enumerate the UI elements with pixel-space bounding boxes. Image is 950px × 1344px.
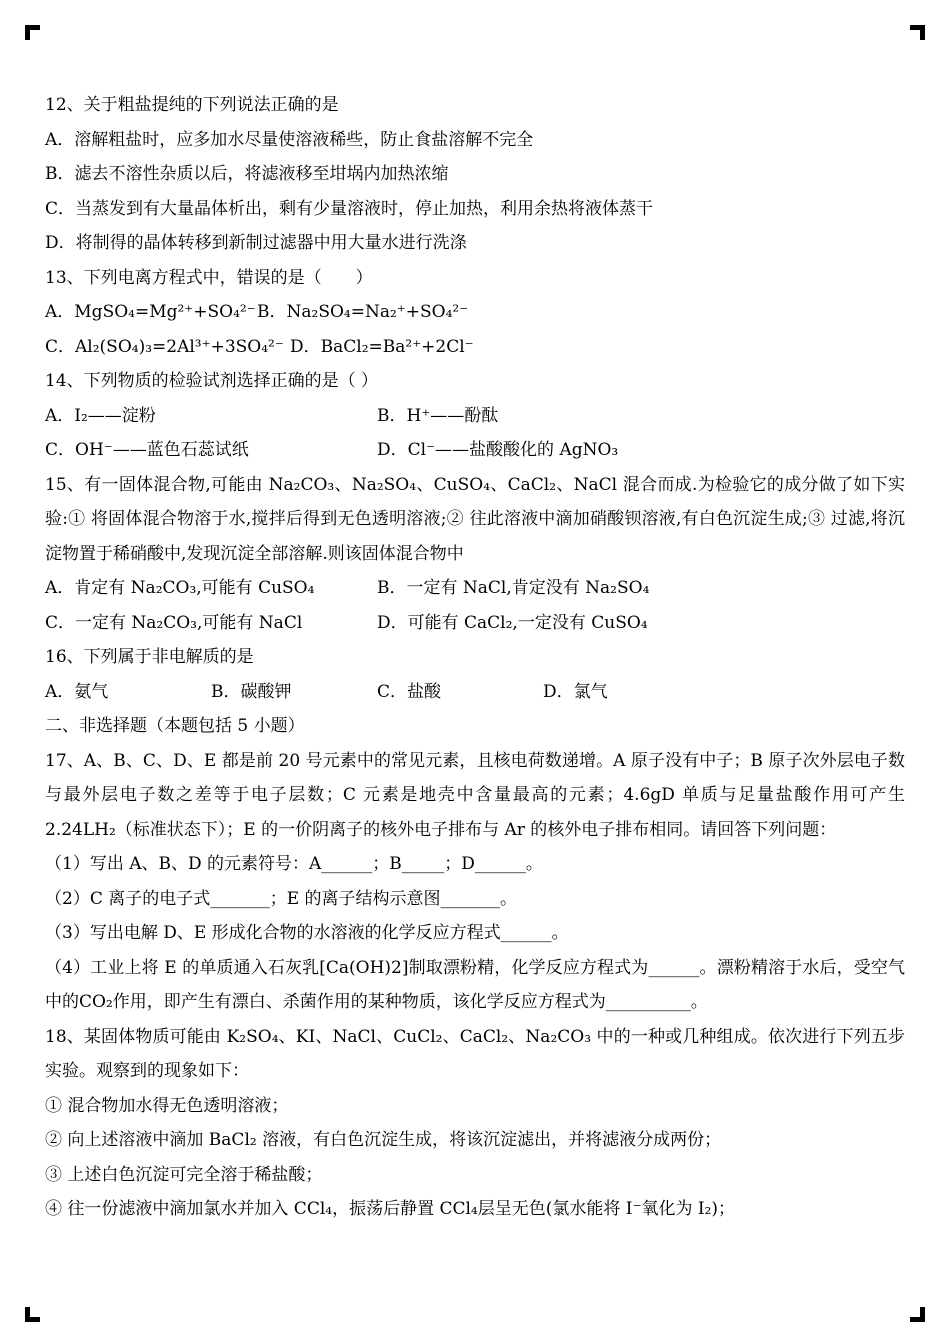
question-14-option-a: A．I₂——淀粉 [45, 405, 156, 426]
crop-mark-bottom-left-icon [25, 1307, 40, 1322]
question-14-stem: 14、下列物质的检验试剂选择正确的是（ ） [45, 371, 379, 391]
question-17-stem: 17、A、B、C、D、E 都是前 20 号元素中的常见元素，且核电荷数递增。A 原子没有中子；B 原子次外层电子数与最外层电子数之差等于电子层数；C 元素是地壳中含量最高的元素；4.6gD 单质与足量盐酸作用可产生 2.24LH₂（标准状态下）；E 的一价阴离子的核外电子排布与 Ar 的核外电子排布相同。请回答下列问题： [45, 750, 911, 840]
question-13-options-row-2 [45, 330, 905, 365]
question-17-sub-4: （4）工业上将 E 的单质通入石灰乳[Ca(OH)2]制取漂粉精，化学反应方程式为______。漂粉精溶于水后，受空气中的CO₂作用，即产生有漂白、杀菌作用的某种物质，该化学反应方程式为__________。 [45, 957, 905, 1012]
question-15-option-c: C．一定有 Na₂CO₃,可能有 NaCl [45, 612, 303, 633]
question-13-options-row-1 [45, 295, 905, 330]
question-17-sub-1: （1）写出 A、B、D 的元素符号：A______；B_____；D______。 [45, 854, 543, 874]
question-15-option-b: B．一定有 NaCl,肯定没有 Na₂SO₄ [377, 578, 650, 598]
question-14-option-b: B．H⁺——酚酞 [377, 405, 499, 426]
question-17-sub-3: （3）写出电解 D、E 形成化合物的水溶液的化学反应方程式______。 [45, 923, 569, 943]
question-18-stem: 18、某固体物质可能由 K₂SO₄、KI、NaCl、CuCl₂、CaCl₂、Na₂CO₃ 中的一种或几种组成。依次进行下列五步实验。观察到的现象如下： [45, 1026, 905, 1081]
question-15-stem: 15、有一固体混合物,可能由 Na₂CO₃、Na₂SO₄、CuSO₄、CaCl₂、NaCl 混合而成.为检验它的成分做了如下实验:① 将固体混合物溶于水,搅拌后得到无色透明溶液;② 往此溶液中滴加硝酸钡溶液,有白色沉淀生成;③ 过滤,将沉淀物置于稀硝酸中,发现沉淀全部溶解.则该固体混合物中 [45, 474, 905, 564]
question-13-option-d: D．BaCl₂=Ba²⁺+2Cl⁻ [290, 336, 474, 357]
question-12-stem: 12、关于粗盐提纯的下列说法正确的是 [45, 95, 339, 115]
question-16-stem: 16、下列属于非电解质的是 [45, 647, 254, 667]
section-2-header: 二、非选择题（本题包括 5 小题） [45, 716, 305, 736]
question-12-option-a: A．溶解粗盐时，应多加水尽量使溶液稀些，防止食盐溶解不完全 [45, 129, 534, 150]
question-15-option-a: A．肯定有 Na₂CO₃,可能有 CuSO₄ [45, 578, 315, 598]
question-14-option-c: C．OH⁻——蓝色石蕊试纸 [45, 440, 249, 460]
question-18-step-2: ② 向上述溶液中滴加 BaCl₂ 溶液，有白色沉淀生成，将该沉淀滤出，并将滤液分成两份； [45, 1130, 722, 1150]
question-14-options-row-1 [45, 399, 905, 434]
question-14-options-row-2 [45, 433, 905, 468]
question-12-option-c: C．当蒸发到有大量晶体析出，剩有少量溶液时，停止加热，利用余热将液体蒸干 [45, 198, 654, 219]
question-16-option-c: C．盐酸 [377, 681, 442, 702]
question-15-option-d: D．可能有 CaCl₂,一定没有 CuSO₄ [377, 612, 648, 633]
question-18-step-4: ④ 往一份滤液中滴加氯水并加入 CCl₄，振荡后静置 CCl₄层呈无色(氯水能将 I⁻氧化为 I₂)； [45, 1199, 736, 1219]
crop-mark-bottom-right-icon [910, 1307, 925, 1322]
question-14-option-d: D．Cl⁻——盐酸酸化的 AgNO₃ [377, 440, 619, 460]
question-13-stem: 13、下列电离方程式中，错误的是（ ） [45, 267, 373, 288]
question-15-options-row-1 [45, 571, 905, 606]
question-13-option-b: B．Na₂SO₄=Na₂⁺+SO₄²⁻ [257, 302, 469, 322]
question-16-option-b: B．碳酸钾 [211, 681, 292, 702]
question-16-options-row [45, 675, 905, 710]
question-15-options-row-2 [45, 606, 905, 641]
question-17-sub-2: （2）C 离子的电子式_______；E 的离子结构示意图_______。 [45, 888, 518, 909]
question-18-step-1: ① 混合物加水得无色透明溶液； [45, 1095, 289, 1116]
crop-mark-top-left-icon [25, 25, 40, 40]
question-16-option-d: D．氯气 [543, 681, 608, 702]
question-12-option-b: B．滤去不溶性杂质以后，将滤液移至坩埚内加热浓缩 [45, 164, 449, 184]
question-13-option-c: C．Al₂(SO₄)₃=2Al³⁺+3SO₄²⁻ [45, 336, 284, 357]
question-16-option-a: A．氨气 [45, 681, 109, 702]
question-18-step-3: ③ 上述白色沉淀可完全溶于稀盐酸； [45, 1164, 323, 1185]
crop-mark-top-right-icon [910, 25, 925, 40]
question-13-option-a: A．MgSO₄=Mg²⁺+SO₄²⁻ [45, 302, 256, 322]
question-12-option-d: D．将制得的晶体转移到新制过滤器中用大量水进行洗涤 [45, 233, 467, 253]
